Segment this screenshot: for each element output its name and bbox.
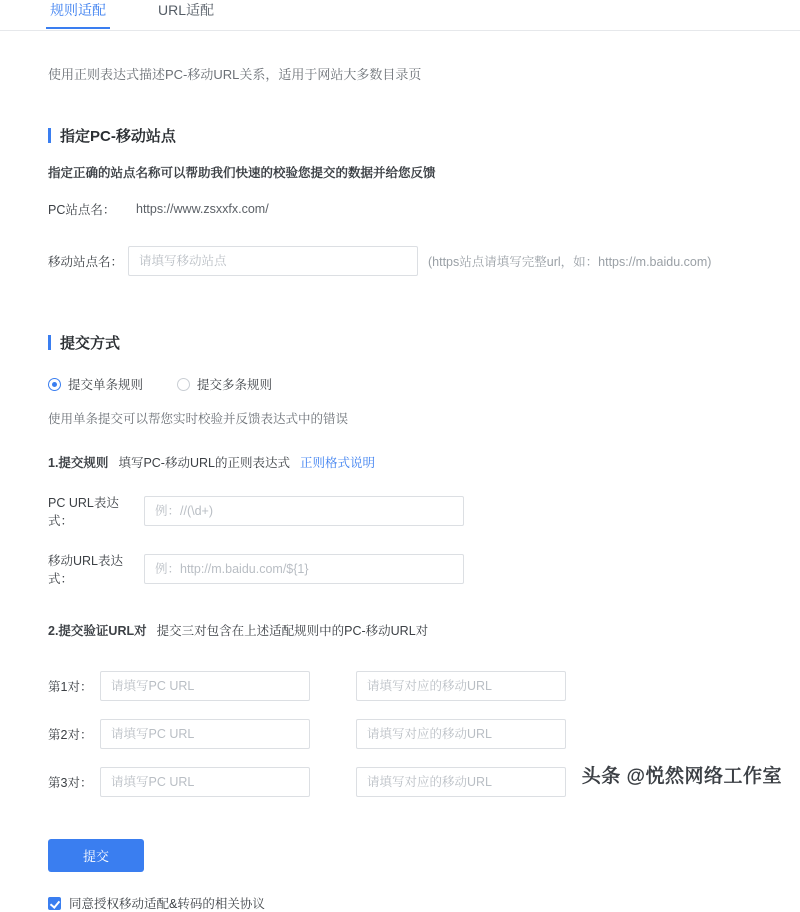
radio-single-rule[interactable] [48, 375, 143, 393]
pair-2-pc-input[interactable] [100, 719, 310, 749]
section-title-submit [48, 332, 752, 353]
url-pair-row-1 [48, 671, 752, 701]
step-2-text: 提交三对包含在上述适配规则中的PC-移动URL对 [156, 624, 429, 638]
submit-mode-desc: 使用单条提交可以帮您实时校验并反馈表达式中的错误 [48, 412, 349, 426]
site-section-note: 指定正确的站点名称可以帮助我们快速的校验您提交的数据并给您反馈 [48, 166, 436, 180]
pair-1-mobile-input[interactable] [356, 671, 566, 701]
pc-site-value: https://www.zsxxfx.com/ [136, 202, 269, 216]
radio-multi-rule-label: 提交多条规则 [197, 378, 273, 392]
step-1-line [48, 453, 752, 473]
pc-url-rule-label: PC URL表达式： [48, 496, 119, 528]
pair-3-pc-input[interactable] [100, 767, 310, 797]
radio-multi-rule[interactable] [177, 375, 272, 393]
url-pair-label-2: 第2对： [48, 728, 93, 742]
pair-3-mobile-input[interactable] [356, 767, 566, 797]
radio-dot-icon [177, 378, 190, 391]
mobile-site-row [48, 246, 752, 276]
step-1-text: 填写PC-移动URL的正则表达式 [118, 456, 290, 470]
agreement-label: 同意授权移动适配&转码的相关协议 [69, 897, 265, 911]
url-pair-label-3: 第3对： [48, 776, 93, 790]
step-2-title: 2.提交验证URL对 [48, 624, 147, 638]
step-1-title: 1.提交规则 [48, 456, 109, 470]
section-title-submit-label: 提交方式 [60, 335, 121, 352]
section-title-site-label: 指定PC-移动站点 [60, 128, 176, 145]
intro-text: 使用正则表达式描述PC-移动URL关系，适用于网站大多数目录页 [48, 67, 422, 82]
mobile-site-input[interactable] [128, 246, 418, 276]
mobile-site-label: 移动站点名： [48, 255, 124, 269]
radio-single-rule-label: 提交单条规则 [68, 378, 144, 392]
section-title-site [48, 125, 752, 146]
tab-bar [0, 0, 800, 31]
regex-format-help-link[interactable]: 正则格式说明 [299, 456, 375, 470]
radio-dot-icon [48, 378, 61, 391]
agreement-row [48, 894, 752, 912]
watermark-text: 头条 @悦然网络工作室 [581, 766, 782, 787]
pc-site-label: PC站点名： [48, 203, 116, 217]
mobile-url-rule-row [48, 551, 752, 587]
section-accent-bar [48, 128, 51, 143]
mobile-url-rule-label: 移动URL表达式： [48, 554, 124, 586]
submit-button[interactable]: 提交 [48, 839, 144, 872]
tab-url-match-label: URL适配 [158, 2, 215, 18]
pair-2-mobile-input[interactable] [356, 719, 566, 749]
tab-rule-match[interactable] [48, 0, 108, 29]
pc-site-row [48, 200, 752, 218]
step-2-line [48, 621, 752, 641]
mobile-site-hint: (https站点请填写完整url，如：https://m.baidu.com) [428, 255, 712, 269]
pair-1-pc-input[interactable] [100, 671, 310, 701]
pc-url-rule-input[interactable] [144, 496, 464, 526]
agreement-checkbox[interactable] [48, 897, 61, 910]
pc-url-rule-row [48, 493, 752, 529]
tab-rule-match-label: 规则适配 [50, 2, 106, 18]
url-pair-row-2 [48, 719, 752, 749]
tab-url-match[interactable] [156, 0, 216, 29]
section-accent-bar-2 [48, 335, 51, 350]
url-pair-label-1: 第1对： [48, 680, 93, 694]
mobile-url-rule-input[interactable] [144, 554, 464, 584]
submit-mode-radio-group [48, 375, 752, 393]
